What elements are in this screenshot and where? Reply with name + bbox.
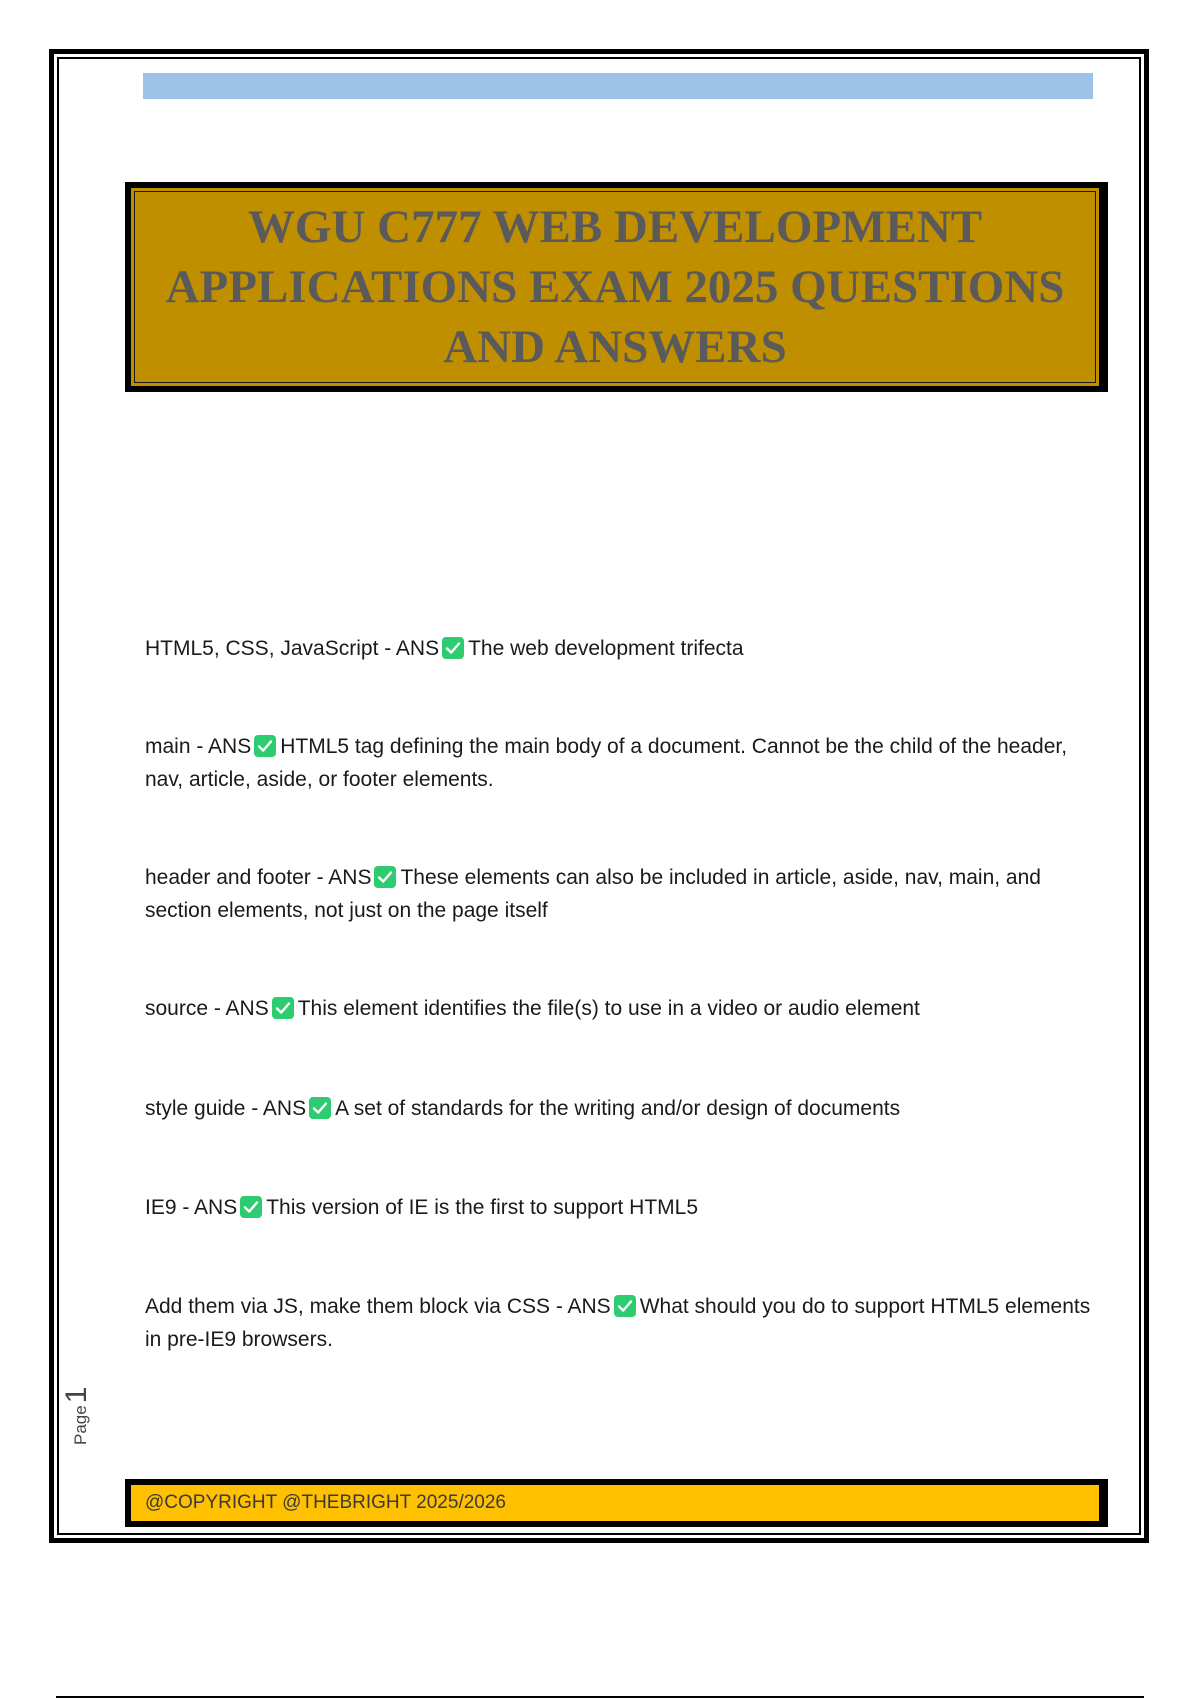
check-icon bbox=[442, 637, 464, 659]
qa-question: header and footer - ANS bbox=[145, 866, 372, 889]
qa-answer: This element identifies the file(s) to use in a video or audio element bbox=[297, 997, 920, 1020]
document-title bbox=[131, 197, 1099, 377]
qa-question: IE9 - ANS bbox=[145, 1196, 238, 1219]
header-accent-bar bbox=[143, 73, 1093, 99]
copyright-text: @COPYRIGHT @THEBRIGHT 2025/2026 bbox=[145, 1492, 506, 1513]
check-icon bbox=[309, 1097, 331, 1119]
qa-question: HTML5, CSS, JavaScript - ANS bbox=[145, 637, 440, 660]
qa-answer: The web development trifecta bbox=[468, 637, 744, 660]
page-number bbox=[60, 1385, 120, 1445]
qa-answer: HTML5 tag defining the main body of a document. Cannot be the child of the header, nav, article, aside, or footer elements. bbox=[145, 735, 1068, 791]
document-title-line-3: AND ANSWERS bbox=[443, 321, 787, 373]
page-label: Page bbox=[71, 1405, 90, 1445]
document-title-line-1: WGU C777 WEB DEVELOPMENT bbox=[247, 201, 983, 253]
check-icon bbox=[614, 1295, 636, 1317]
qa-answer: This version of IE is the first to support HTML5 bbox=[266, 1196, 699, 1219]
copyright-footer bbox=[125, 1479, 1108, 1527]
page-number-value: 1 bbox=[60, 1386, 93, 1404]
check-icon bbox=[374, 866, 396, 888]
check-icon bbox=[240, 1196, 262, 1218]
title-banner bbox=[125, 182, 1108, 392]
qa-question: source - ANS bbox=[145, 997, 269, 1020]
qa-item bbox=[145, 1290, 1105, 1356]
qa-answer: A set of standards for the writing and/or design of documents bbox=[335, 1097, 901, 1120]
qa-item bbox=[145, 1092, 1105, 1125]
qa-answer: What should you do to support HTML5 elements in pre-IE9 browsers. bbox=[145, 1295, 1091, 1351]
check-icon bbox=[254, 735, 276, 757]
qa-question: Add them via JS, make them block via CSS - ANS bbox=[145, 1295, 611, 1318]
bottom-divider bbox=[56, 1696, 1144, 1698]
check-icon bbox=[272, 997, 294, 1019]
qa-item bbox=[145, 730, 1105, 796]
qa-item bbox=[145, 992, 1105, 1025]
qa-question: style guide - ANS bbox=[145, 1097, 307, 1120]
qa-answer: These elements can also be included in article, aside, nav, main, and section elements, not just on the page itself bbox=[145, 866, 1041, 922]
qa-item bbox=[145, 632, 1105, 665]
qa-question: main - ANS bbox=[145, 735, 252, 758]
qa-item bbox=[145, 861, 1105, 927]
qa-item bbox=[145, 1191, 1105, 1224]
document-title-line-2: APPLICATIONS EXAM 2025 QUESTIONS bbox=[165, 261, 1065, 313]
